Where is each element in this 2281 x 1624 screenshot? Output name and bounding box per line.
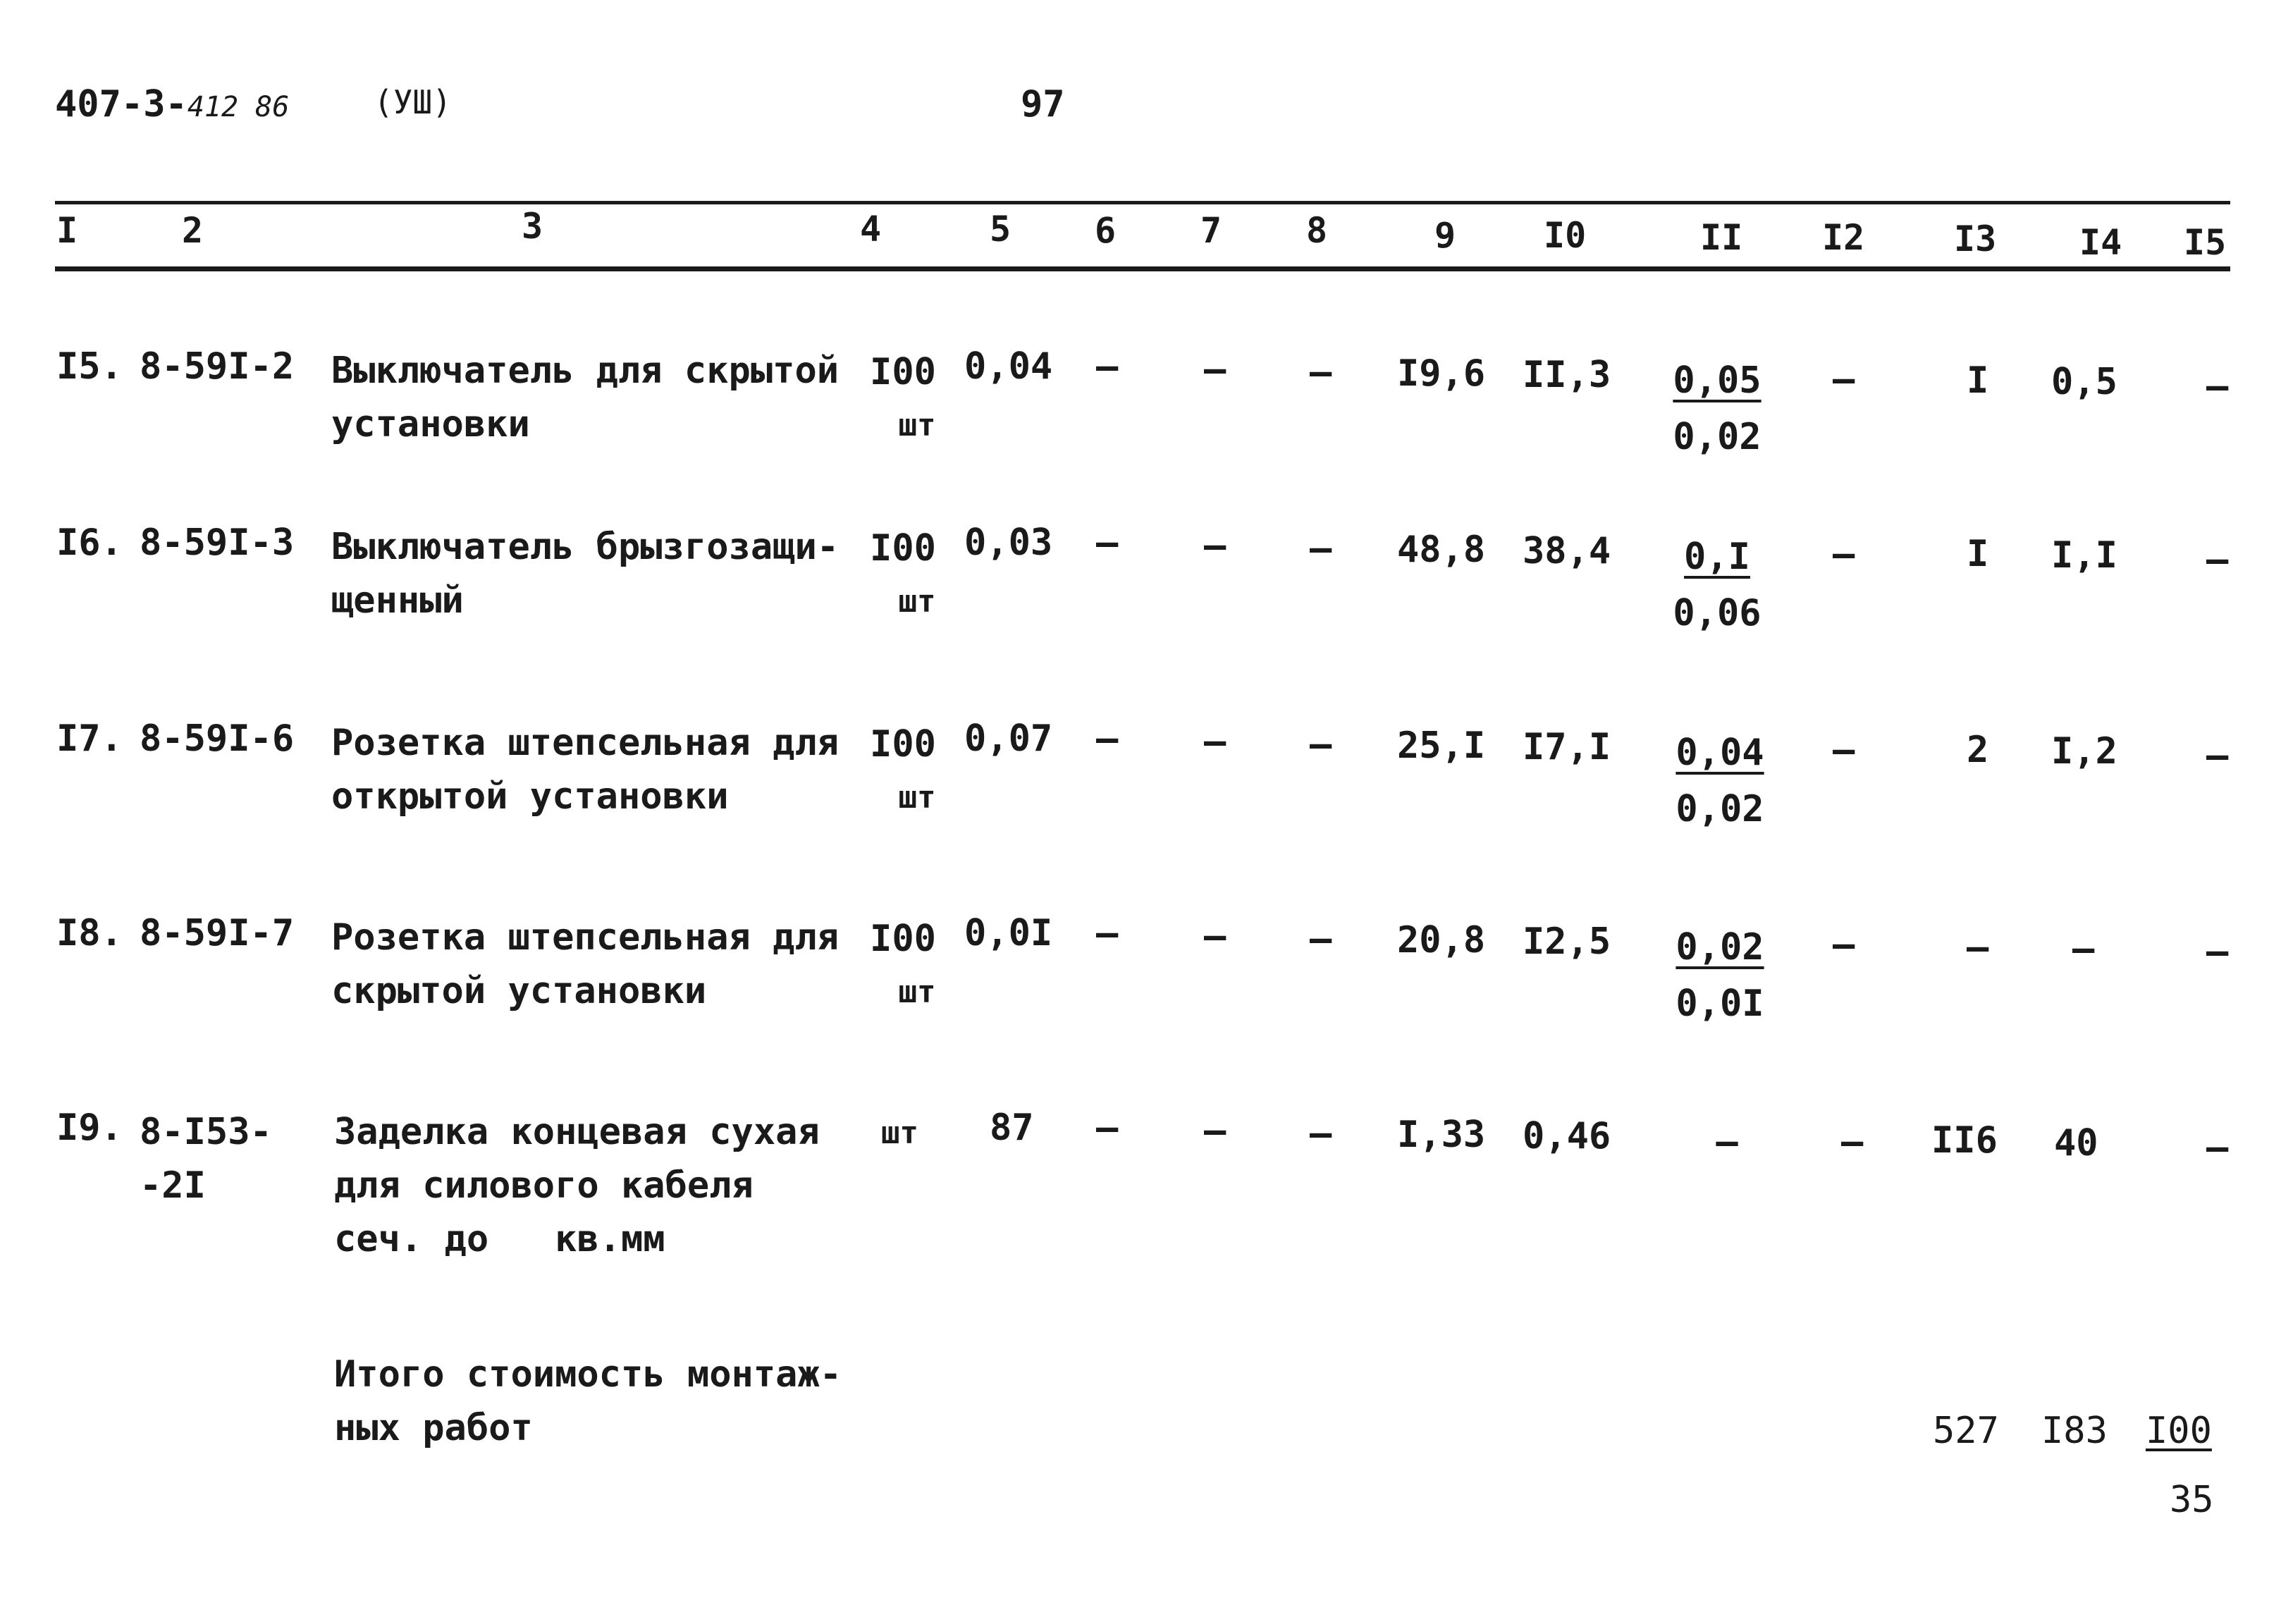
- total-col-14: I83: [2041, 1410, 2108, 1452]
- header-top-rule: [55, 201, 2230, 204]
- row-col-9: 48,8: [1397, 529, 1486, 571]
- row-col-15: –: [2206, 1126, 2229, 1169]
- row-col-14: 40: [2054, 1122, 2098, 1164]
- row-col-6: –: [1096, 1107, 1119, 1149]
- col-header-7: 7: [1200, 210, 1222, 251]
- row-code: 8-59I-6: [140, 718, 295, 760]
- row-col-11: [1671, 725, 1769, 837]
- row-col-13: I: [1967, 359, 1989, 402]
- total-col-13: 527: [1933, 1410, 1999, 1452]
- document-code: [55, 83, 289, 125]
- row-col-13: II6: [1931, 1119, 1998, 1162]
- row-code: 8-I53- -2I: [140, 1111, 272, 1207]
- row-col-11-bottom: 0,02: [1673, 416, 1762, 458]
- row-col-10: 38,4: [1523, 530, 1611, 572]
- row-unit-qty: I00: [870, 918, 936, 960]
- row-unit-qty: I00: [870, 723, 936, 765]
- row-description: Розетка штепсельная для скрытой установки: [331, 916, 840, 1012]
- row-unit-qty: шт: [881, 1115, 918, 1151]
- document-mark: (УШ): [374, 83, 452, 121]
- row-col-5: 0,07: [964, 718, 1053, 760]
- row-col-8: –: [1310, 527, 1332, 570]
- col-header-3: 3: [522, 206, 543, 247]
- row-col-11-bottom: –: [1716, 1121, 1738, 1163]
- row-col-7: –: [1204, 915, 1226, 957]
- row-col-14: I,2: [2051, 730, 2117, 773]
- row-description: Выключатель брызгозащи- щенный: [331, 526, 840, 622]
- total-label: Итого стоимость монтаж- ных работ: [334, 1353, 842, 1449]
- row-unit: [864, 718, 942, 825]
- row-unit-name: шт: [898, 584, 936, 620]
- row-col-14: 0,5: [2051, 361, 2117, 403]
- row-col-8: –: [1310, 723, 1332, 765]
- row-col-11-top: 0,05: [1673, 359, 1762, 402]
- row-col-11: [1668, 529, 1766, 641]
- row-col-11: [1692, 1057, 1762, 1170]
- row-col-6: –: [1096, 912, 1119, 954]
- row-col-11: [1668, 352, 1766, 465]
- col-header-5: 5: [990, 209, 1012, 250]
- row-col-11-bottom: 0,02: [1676, 788, 1764, 830]
- header-bottom-rule: [55, 266, 2230, 271]
- col-header-11: II: [1700, 217, 1743, 258]
- row-col-8: –: [1310, 1112, 1332, 1155]
- col-header-10: I0: [1544, 215, 1587, 256]
- total-col-15: I00: [2146, 1410, 2212, 1452]
- row-number: I7.: [56, 718, 123, 760]
- row-col-9: I,33: [1397, 1114, 1486, 1156]
- row-number: I6.: [56, 522, 123, 564]
- col-header-14: I4: [2079, 222, 2122, 263]
- row-col-9: 20,8: [1397, 919, 1486, 961]
- page-number: 97: [1021, 83, 1065, 125]
- row-col-12: –: [1833, 533, 1855, 575]
- row-number: I8.: [56, 912, 123, 954]
- row-unit-name: шт: [898, 407, 936, 443]
- row-col-11-top: 0,02: [1676, 926, 1764, 968]
- row-col-7: –: [1204, 1109, 1226, 1152]
- row-description: Розетка штепсельная для открытой установки: [331, 722, 840, 818]
- row-col-7: –: [1204, 348, 1226, 390]
- row-number: I9.: [56, 1107, 123, 1149]
- row-col-5: 0,0I: [964, 912, 1053, 954]
- col-header-9: 9: [1434, 215, 1456, 256]
- row-code: 8-59I-7: [140, 912, 295, 954]
- row-unit-name: шт: [898, 974, 936, 1010]
- row-unit: [881, 1107, 918, 1160]
- row-col-10: I2,5: [1523, 921, 1611, 963]
- row-col-11-bottom: 0,0I: [1676, 983, 1764, 1025]
- col-header-15: I5: [2184, 222, 2227, 263]
- row-col-12: –: [1833, 729, 1855, 771]
- row-col-10: I7,I: [1523, 726, 1611, 768]
- row-col-5: 0,04: [964, 345, 1053, 388]
- row-col-5: 0,03: [964, 522, 1053, 564]
- col-header-12: I2: [1822, 217, 1865, 258]
- row-col-12: –: [1833, 923, 1855, 966]
- row-col-15: –: [2206, 539, 2229, 581]
- row-unit-name: шт: [898, 780, 936, 816]
- row-col-11-bottom: 0,06: [1673, 592, 1762, 634]
- row-description: Выключатель для скрытой установки: [331, 350, 840, 445]
- col-header-8: 8: [1306, 210, 1328, 251]
- row-col-15: –: [2206, 734, 2229, 777]
- row-unit: [864, 912, 942, 1019]
- total-col-15-sub: 35: [2170, 1479, 2214, 1521]
- row-code: 8-59I-2: [140, 345, 295, 388]
- row-unit: [864, 522, 942, 629]
- row-col-6: –: [1096, 718, 1119, 760]
- col-header-4: 4: [860, 209, 882, 250]
- row-col-9: 25,I: [1397, 725, 1486, 767]
- row-col-7: –: [1204, 524, 1226, 567]
- row-unit-qty: I00: [870, 351, 936, 393]
- row-col-12: –: [1841, 1121, 1864, 1163]
- row-unit: [864, 345, 942, 453]
- row-col-14: –: [2072, 928, 2095, 970]
- row-col-6: –: [1096, 522, 1119, 564]
- col-header-13: I3: [1954, 219, 1997, 259]
- document-code-main: 407-3-: [55, 83, 187, 125]
- row-col-9: I9,6: [1397, 352, 1486, 395]
- col-header-6: 6: [1095, 210, 1117, 251]
- row-col-10: 0,46: [1523, 1115, 1611, 1157]
- row-col-13: –: [1967, 926, 1989, 968]
- row-col-8: –: [1310, 351, 1332, 393]
- row-col-11-top: 0,I: [1684, 536, 1750, 578]
- row-col-12: –: [1833, 358, 1855, 400]
- row-col-6: –: [1096, 345, 1119, 388]
- row-col-14: I,I: [2051, 534, 2117, 577]
- row-col-11-top: 0,04: [1676, 732, 1764, 774]
- col-header-2: 2: [182, 210, 204, 251]
- row-code: 8-59I-3: [140, 522, 295, 564]
- row-col-15: –: [2206, 930, 2229, 973]
- row-col-15: –: [2206, 365, 2229, 407]
- row-unit-qty: I00: [870, 527, 936, 570]
- row-number: I5.: [56, 345, 123, 388]
- row-col-8: –: [1310, 918, 1332, 960]
- row-col-10: II,3: [1523, 354, 1611, 396]
- row-description: Заделка концевая сухая для силового кабеля сеч. до кв.мм: [334, 1111, 820, 1260]
- row-col-7: –: [1204, 720, 1226, 763]
- row-col-13: I: [1967, 533, 1989, 575]
- row-col-5: 87: [990, 1107, 1034, 1149]
- document-code-handwritten: 412 86: [187, 91, 290, 123]
- col-header-1: I: [56, 210, 78, 251]
- row-col-13: 2: [1967, 729, 1989, 771]
- row-col-11: [1671, 919, 1769, 1032]
